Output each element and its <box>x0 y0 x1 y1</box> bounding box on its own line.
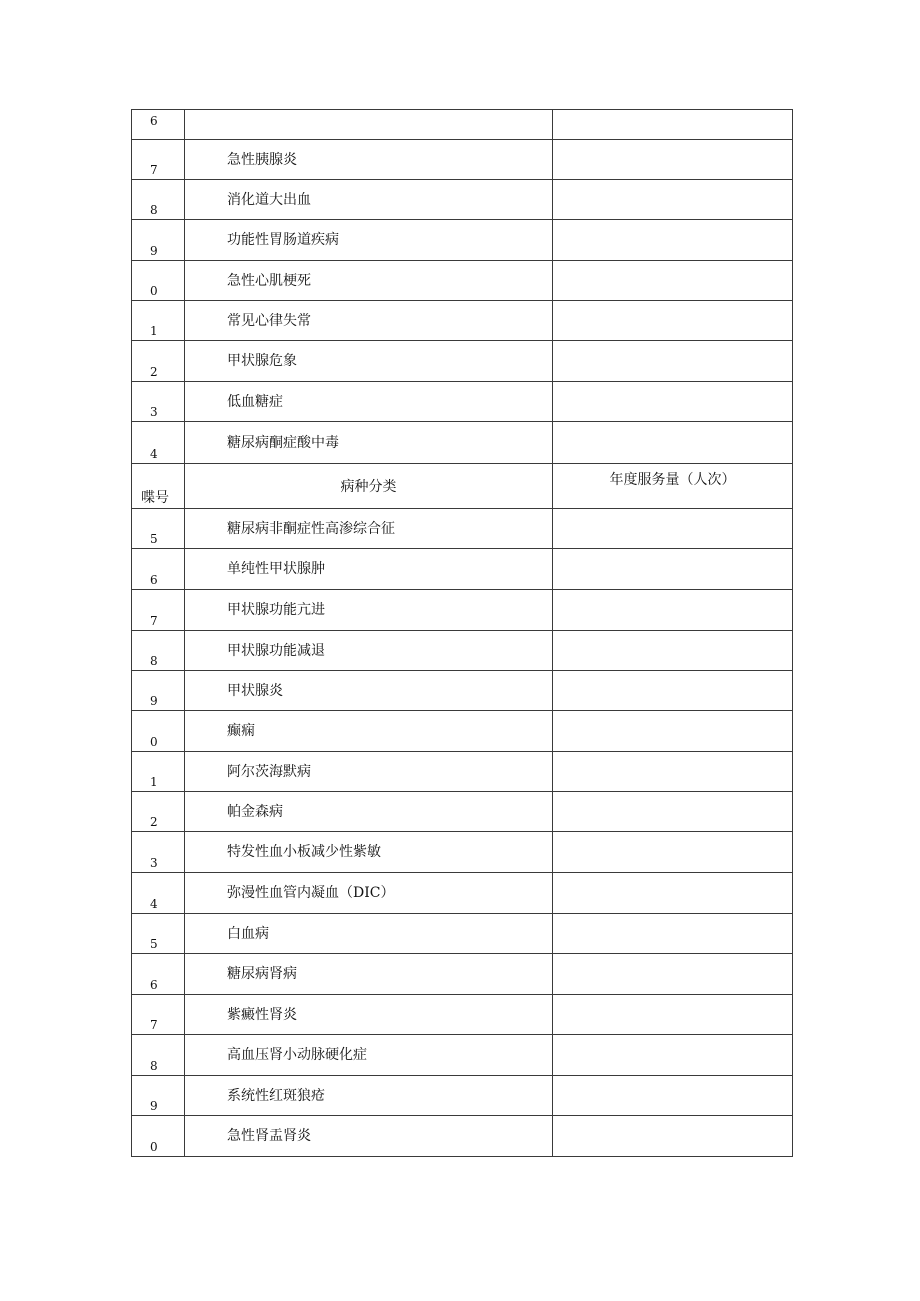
row-number: 0 <box>150 1140 158 1154</box>
service-volume-cell <box>553 954 793 995</box>
disease-name: 甲状腺功能亢进 <box>227 602 325 618</box>
number-cell <box>132 110 185 140</box>
table-row <box>132 549 793 590</box>
table-row <box>132 1035 793 1076</box>
service-volume-cell <box>553 590 793 631</box>
number-cell <box>132 995 185 1035</box>
disease-name: 甲状腺危象 <box>227 353 297 369</box>
table-row <box>132 832 793 873</box>
row-number: 7 <box>150 614 158 628</box>
table-row <box>132 954 793 995</box>
category-cell <box>185 832 553 873</box>
number-cell <box>132 140 185 180</box>
number-cell <box>132 711 185 752</box>
category-cell <box>185 671 553 711</box>
service-volume-cell <box>553 752 793 792</box>
row-number: 0 <box>150 284 158 298</box>
category-cell <box>185 549 553 590</box>
disease-name: 癫痫 <box>227 723 255 739</box>
row-number: 5 <box>150 937 158 951</box>
number-cell <box>132 590 185 631</box>
disease-name: 急性肾盂肾炎 <box>227 1128 311 1144</box>
row-number: 8 <box>150 203 158 217</box>
category-cell <box>185 180 553 220</box>
disease-name: 消化道大出血 <box>227 191 311 208</box>
number-cell <box>132 549 185 590</box>
table-row <box>132 261 793 301</box>
service-volume-cell <box>553 110 793 140</box>
table-row <box>132 1076 793 1116</box>
header-row <box>132 464 793 509</box>
number-cell <box>132 631 185 671</box>
service-volume-cell <box>553 792 793 832</box>
disease-name: 弥漫性血管内凝血（DIC） <box>227 885 395 901</box>
row-number: 9 <box>150 244 158 258</box>
category-cell <box>185 995 553 1035</box>
table-row <box>132 590 793 631</box>
row-number: 8 <box>150 654 158 668</box>
category-cell <box>185 382 553 422</box>
number-cell <box>132 832 185 873</box>
table-row <box>132 711 793 752</box>
service-volume-cell <box>553 1035 793 1076</box>
row-number: 2 <box>150 365 158 379</box>
disease-name: 糖尿病非酮症性高渗综合征 <box>227 520 395 537</box>
number-cell <box>132 301 185 341</box>
service-volume-cell <box>553 549 793 590</box>
disease-name: 常见心律失常 <box>227 312 311 329</box>
category-cell <box>185 1116 553 1157</box>
category-cell <box>185 341 553 382</box>
header-category-cell <box>185 464 553 509</box>
disease-name: 单纯性甲状腺肿 <box>227 561 325 577</box>
category-cell <box>185 792 553 832</box>
service-volume-cell <box>553 422 793 464</box>
row-number: 0 <box>150 735 158 749</box>
disease-name: 紫癜性肾炎 <box>227 1006 297 1023</box>
number-cell <box>132 382 185 422</box>
table-row <box>132 995 793 1035</box>
category-cell <box>185 261 553 301</box>
number-cell <box>132 1116 185 1157</box>
disease-name: 甲状腺功能减退 <box>227 642 325 659</box>
row-number: 9 <box>150 694 158 708</box>
number-cell <box>132 914 185 954</box>
number-cell <box>132 792 185 832</box>
service-volume-cell <box>553 261 793 301</box>
number-cell <box>132 873 185 914</box>
category-cell <box>185 954 553 995</box>
category-cell <box>185 220 553 261</box>
service-volume-cell <box>553 180 793 220</box>
disease-name: 急性胰腺炎 <box>227 151 297 168</box>
row-number: 7 <box>150 163 158 177</box>
row-number: 7 <box>150 1018 158 1032</box>
category-cell <box>185 590 553 631</box>
header-service-volume-cell <box>553 464 793 509</box>
number-cell <box>132 220 185 261</box>
table-row <box>132 180 793 220</box>
table-row <box>132 110 793 140</box>
number-cell <box>132 752 185 792</box>
category-cell <box>185 752 553 792</box>
service-volume-cell <box>553 995 793 1035</box>
header-category: 病种分类 <box>340 479 397 495</box>
service-volume-cell <box>553 873 793 914</box>
service-volume-cell <box>553 671 793 711</box>
row-number: 3 <box>150 405 158 419</box>
disease-name: 系统性红斑狼疮 <box>227 1087 325 1104</box>
header-number-cell <box>132 464 185 509</box>
service-volume-cell <box>553 382 793 422</box>
disease-name: 甲状腺炎 <box>227 682 283 699</box>
table-row <box>132 752 793 792</box>
table-row <box>132 1116 793 1157</box>
category-cell <box>185 301 553 341</box>
row-number: 4 <box>150 447 158 461</box>
row-number: 4 <box>150 897 158 911</box>
disease-name: 白血病 <box>227 925 269 942</box>
number-cell <box>132 180 185 220</box>
category-cell <box>185 914 553 954</box>
table-row <box>132 873 793 914</box>
row-number: 8 <box>150 1059 158 1073</box>
service-volume-cell <box>553 914 793 954</box>
category-cell <box>185 140 553 180</box>
row-number: 2 <box>150 815 158 829</box>
category-cell <box>185 422 553 464</box>
row-number: 6 <box>150 573 158 587</box>
disease-name: 急性心肌梗死 <box>227 272 311 289</box>
category-cell <box>185 1076 553 1116</box>
disease-name: 糖尿病酮症酸中毒 <box>227 434 339 451</box>
disease-name: 功能性胃肠道疾病 <box>227 232 339 248</box>
table-row <box>132 914 793 954</box>
disease-name: 阿尔茨海默病 <box>227 763 311 780</box>
disease-name: 特发性血小板减少性紫敏 <box>227 844 381 860</box>
service-volume-cell <box>553 220 793 261</box>
service-volume-cell <box>553 341 793 382</box>
number-cell <box>132 671 185 711</box>
number-cell <box>132 954 185 995</box>
category-cell <box>185 1035 553 1076</box>
table-row <box>132 631 793 671</box>
row-number: 3 <box>150 856 158 870</box>
header-number: 喋号 <box>141 490 169 506</box>
category-cell <box>185 110 553 140</box>
service-volume-cell <box>553 631 793 671</box>
service-volume-cell <box>553 301 793 341</box>
disease-name: 高血压肾小动脉硬化症 <box>227 1047 367 1063</box>
row-number: 6 <box>150 114 158 128</box>
service-volume-cell <box>553 832 793 873</box>
table-row <box>132 509 793 549</box>
category-cell <box>185 631 553 671</box>
number-cell <box>132 422 185 464</box>
service-volume-cell <box>553 1116 793 1157</box>
row-number: 1 <box>150 775 158 789</box>
table-row <box>132 382 793 422</box>
table-row <box>132 792 793 832</box>
number-cell <box>132 1076 185 1116</box>
service-volume-cell <box>553 711 793 752</box>
disease-name: 低血糖症 <box>227 393 283 410</box>
number-cell <box>132 1035 185 1076</box>
table-row <box>132 220 793 261</box>
header-service-volume: 年度服务量（人次） <box>609 472 736 488</box>
row-number: 5 <box>150 532 158 546</box>
category-cell <box>185 509 553 549</box>
disease-name: 糖尿病肾病 <box>227 966 297 982</box>
disease-service-table <box>131 109 793 1157</box>
table-body <box>132 110 793 1157</box>
service-volume-cell <box>553 509 793 549</box>
category-cell <box>185 711 553 752</box>
number-cell <box>132 261 185 301</box>
number-cell <box>132 341 185 382</box>
table-row <box>132 341 793 382</box>
service-volume-cell <box>553 140 793 180</box>
service-volume-cell <box>553 1076 793 1116</box>
row-number: 6 <box>150 978 158 992</box>
row-number: 9 <box>150 1099 158 1113</box>
table-row <box>132 140 793 180</box>
row-number: 1 <box>150 324 158 338</box>
table-row <box>132 422 793 464</box>
category-cell <box>185 873 553 914</box>
number-cell <box>132 509 185 549</box>
table-row <box>132 301 793 341</box>
disease-name: 帕金森病 <box>227 803 283 820</box>
table-row <box>132 671 793 711</box>
